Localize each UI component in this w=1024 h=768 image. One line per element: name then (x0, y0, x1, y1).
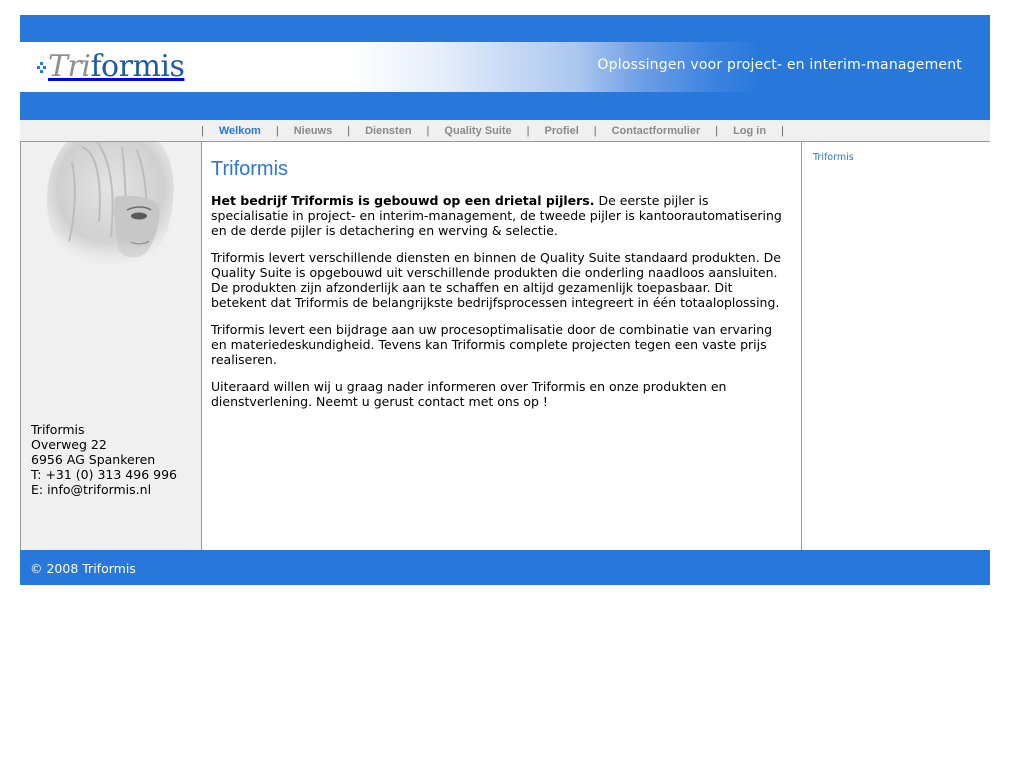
footer-copyright: © 2008 Triformis (30, 561, 136, 576)
paragraph-2: Triformis levert verschillende diensten en binnen de Quality Suite standaard produkten. De Quality Suite is opgebouwd uit verschillende produkten die onderling naadloos aansluiten. De produkten zijn afzonderlijk aan te schaffen en altijd gezamenlijk toepasbaar. Dit betekent dat Triformis de belangrijkste bedrijfsprocessen integreert in één totaaloplossing. (211, 250, 781, 310)
footer (20, 550, 990, 585)
nav-item-contactformulier[interactable]: Contactformulier (611, 124, 701, 137)
address-block (31, 422, 177, 497)
paragraph-4: Uiteraard willen wij u graag nader informeren over Triformis en onze produkten en dienstverlening. Neemt u gerust contact met ons op ! (211, 379, 727, 409)
tagline: Oplossingen voor project- en interim-management (597, 57, 962, 73)
nav-separator: | (275, 124, 279, 137)
nav-item-welkom[interactable]: Welkom (218, 124, 261, 137)
content-area (20, 142, 990, 550)
paragraph-3: Triformis levert een bijdrage aan uw procesoptimalisatie door de combinatie van ervaring en materiedeskundigheid. Tevens kan Triformis complete projecten tegen een vaste prijs realiseren. (211, 322, 773, 367)
nav-item-profiel[interactable]: Profiel (544, 124, 579, 137)
address-phone: T: +31 (0) 313 496 996 (31, 467, 178, 482)
nav-item-log-in[interactable]: Log in (733, 124, 767, 137)
header-top-bar (20, 15, 990, 42)
logo-mark-icon (37, 62, 47, 76)
left-sidebar (20, 142, 202, 550)
paragraph-1-lead: Het bedrijf Triformis is gebouwd op een drietal pijlers. (211, 193, 595, 208)
nav-separator: | (715, 124, 719, 137)
nav-separator: | (426, 124, 430, 137)
logo[interactable] (37, 49, 184, 85)
address-company: Triformis (31, 422, 85, 437)
address-city: 6956 AG Spankeren (31, 452, 156, 467)
logo-text: Triformis (48, 49, 185, 84)
nav-separator: | (201, 124, 204, 137)
nav-separator: | (781, 124, 784, 137)
address-email: E: info@triformis.nl (31, 482, 152, 497)
nav-item-quality-suite[interactable]: Quality Suite (444, 124, 512, 137)
paragraph-1-text: De eerste pijler is specialisatie in project- en interim-management, de tweede pijler is kantoorautomatisering en de derde pijler is detachering en werving & selectie. (211, 193, 782, 238)
nav-separator: | (347, 124, 351, 137)
main-content (202, 142, 802, 550)
portrait-image (27, 142, 195, 282)
page (20, 15, 990, 585)
header-sub-bar (20, 92, 990, 120)
main-nav (200, 120, 785, 141)
right-sidebar (803, 142, 990, 550)
sidebar-link-triformis[interactable]: Triformis (813, 152, 854, 163)
address-street: Overweg 22 (31, 437, 107, 452)
header-banner (20, 42, 990, 92)
nav-item-nieuws[interactable]: Nieuws (293, 124, 333, 137)
paragraph-1 (211, 193, 789, 238)
navigation-bar (20, 120, 990, 142)
nav-separator: | (593, 124, 597, 137)
nav-item-diensten[interactable]: Diensten (365, 124, 412, 137)
article-body (211, 193, 789, 421)
page-title: Triformis (211, 158, 289, 180)
nav-separator: | (526, 124, 530, 137)
